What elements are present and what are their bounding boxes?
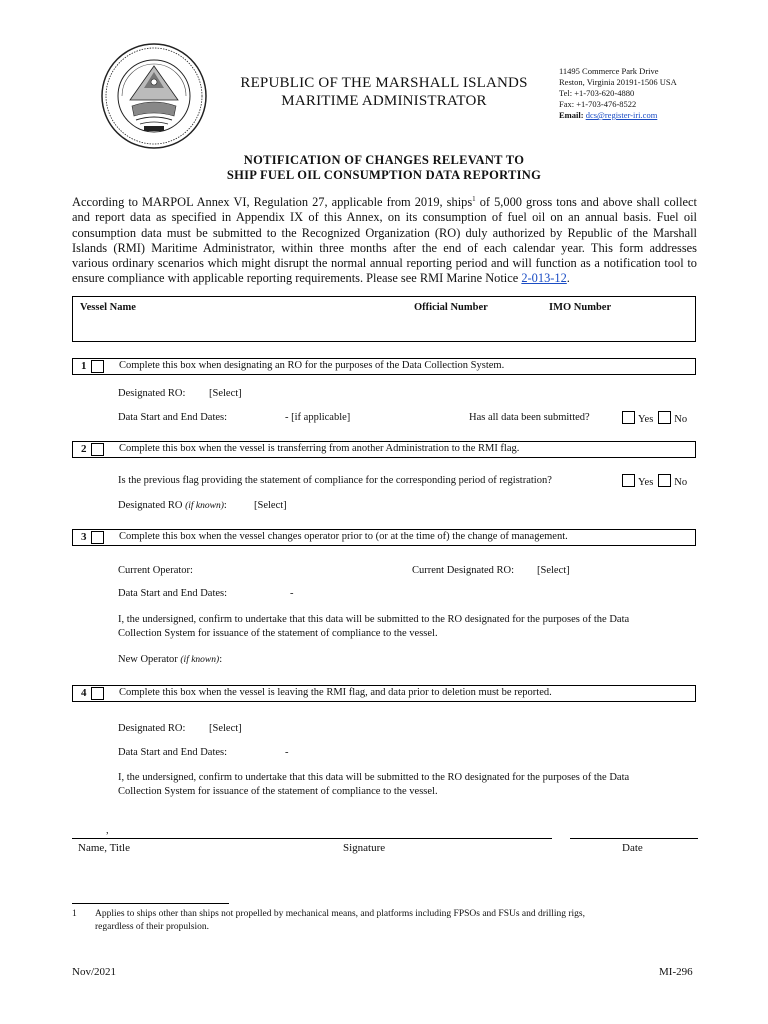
- s3-new-operator-label: New Operator: [118, 654, 178, 665]
- notice-title: [120, 153, 648, 183]
- footer-date: Nov/2021: [72, 966, 116, 978]
- footnote-line1: Applies to ships other than ships not propelled by mechanical means, and platforms including FPSOs and FSUs and drilling rigs,: [95, 909, 585, 919]
- footnote-text: [95, 908, 700, 933]
- s3-new-operator-known: (if known): [180, 655, 220, 665]
- s1-yes-label: Yes: [638, 414, 654, 425]
- section-2-checkbox[interactable]: [91, 443, 104, 456]
- s1-ro-select[interactable]: [Select]: [209, 388, 242, 399]
- s2-no-checkbox[interactable]: [658, 474, 671, 487]
- address-block: [559, 66, 759, 121]
- section-3-heading: Complete this box when the vessel changes operator prior to (or at the time of) the change of management.: [119, 531, 568, 542]
- s3-confirm-line1: I, the undersigned, confirm to undertake that this data will be submitted to the RO designated for the purposes of the Data: [118, 614, 630, 625]
- footer-form-id: MI-296: [659, 966, 693, 978]
- date-line[interactable]: [570, 838, 698, 839]
- s4-ro-label: Designated RO:: [118, 723, 186, 734]
- s1-question: Has all data been submitted?: [469, 412, 590, 423]
- footnote-line2: regardless of their propulsion.: [95, 921, 209, 932]
- s1-no-label: No: [674, 414, 688, 425]
- section-2-number: 2: [81, 443, 87, 455]
- s4-dates-label: Data Start and End Dates:: [118, 747, 228, 758]
- section-1-heading: Complete this box when designating an RO for the purposes of the Data Collection System.: [119, 360, 505, 371]
- section-1-checkbox[interactable]: [91, 360, 104, 373]
- name-comma: ,: [106, 825, 109, 836]
- s2-ro-known: (if known): [185, 501, 224, 511]
- s3-current-ro-select[interactable]: [Select]: [537, 565, 570, 576]
- email-link[interactable]: dcs@register-iri.com: [585, 110, 658, 120]
- s2-yes-checkbox[interactable]: [622, 474, 635, 487]
- s2-ro-select[interactable]: [Select]: [254, 500, 287, 511]
- date-label: Date: [622, 842, 643, 854]
- footnote-ref: 1: [472, 194, 476, 203]
- imo-number-label: IMO Number: [549, 302, 612, 313]
- s1-dates-label: Data Start and End Dates:: [118, 412, 228, 423]
- notice-title-line2: SHIP FUEL OIL CONSUMPTION DATA REPORTING: [226, 168, 542, 182]
- s2-question: Is the previous flag providing the statement of compliance for the corresponding period of registration?: [118, 475, 552, 486]
- fax: Fax: +1-703-476-8522: [559, 99, 637, 109]
- intro-line6: ensure compliance with applicable reporting requirements. Please see RMI Marine Notice: [72, 271, 522, 286]
- name-signature-line[interactable]: [72, 838, 552, 839]
- vessel-info-box[interactable]: [72, 296, 696, 342]
- s3-new-operator: [118, 653, 222, 667]
- intro-line5: various ordinary scenarios which might disrupt the normal annual reporting period and will function as a notification tool to: [72, 256, 697, 271]
- section-3-bar: [72, 529, 696, 546]
- s3-dates-value[interactable]: -: [290, 588, 294, 599]
- section-4-bar: [72, 685, 696, 702]
- s3-current-operator: Current Operator:: [118, 565, 193, 576]
- address-line2: Reston, Virginia 20191-1506 USA: [559, 77, 677, 87]
- intro-line3: consumption data must be submitted to the Recognized Organization (RO) duly authorized by Republic of the Marshall: [72, 225, 697, 240]
- s1-ro-label: Designated RO:: [118, 388, 186, 399]
- intro-paragraph: [72, 195, 697, 287]
- s1-yes-no: [622, 411, 687, 425]
- s4-confirm-line1: I, the undersigned, confirm to undertake that this data will be submitted to the RO designated for the purposes of the Data: [118, 772, 630, 783]
- signature-label: Signature: [343, 842, 386, 854]
- section-2-bar: [72, 441, 696, 458]
- footnote-separator: [72, 903, 229, 904]
- s2-no-label: No: [674, 477, 688, 488]
- section-2-heading: Complete this box when the vessel is transferring from another Administration to the RMI flag.: [119, 443, 520, 454]
- s4-ro-select[interactable]: [Select]: [209, 723, 242, 734]
- email-label: Email:: [559, 110, 584, 120]
- header-title-line1: REPUBLIC OF THE MARSHALL ISLANDS: [240, 75, 528, 91]
- section-4-number: 4: [81, 687, 87, 699]
- s2-ro-label-group: [118, 499, 227, 513]
- s4-confirm-line2: Collection System for issuance of the statement of compliance to the vessel.: [118, 785, 438, 797]
- s2-yes-no: [622, 474, 687, 488]
- intro-line4: Islands (RMI) Maritime Administrator, within three months after the end of each calendar year. This form addresses: [72, 240, 697, 255]
- rmi-seal-logo: [100, 42, 208, 150]
- address-line1: 11495 Commerce Park Drive: [559, 66, 659, 76]
- name-title-label: Name, Title: [78, 842, 130, 854]
- s3-new-operator-colon: :: [219, 654, 223, 665]
- s2-yes-label: Yes: [638, 477, 654, 488]
- section-3-number: 3: [81, 531, 87, 543]
- s2-ro-label: Designated RO: [118, 500, 183, 511]
- marine-notice-link[interactable]: 2-013-12: [521, 271, 567, 286]
- s4-dates-value[interactable]: -: [285, 747, 289, 758]
- section-1-number: 1: [81, 360, 87, 372]
- tel: Tel: +1-703-620-4880: [559, 88, 635, 98]
- s3-confirm-line2: Collection System for issuance of the statement of compliance to the vessel.: [118, 627, 438, 639]
- intro-line1b: of 5,000 gross tons and above shall collect: [475, 195, 697, 209]
- vessel-name-label: Vessel Name: [80, 302, 136, 313]
- section-4-heading: Complete this box when the vessel is leaving the RMI flag, and data prior to deletion must be reported.: [119, 687, 552, 698]
- header-title: [232, 74, 536, 110]
- intro-line2: and report data as specified in Appendix IX of this Annex, on its consumption of fuel oil on an annual basis. Fuel oil: [72, 210, 697, 225]
- section-4-checkbox[interactable]: [91, 687, 104, 700]
- s3-confirm-text: [118, 613, 678, 640]
- s3-current-ro-label: Current Designated RO:: [412, 565, 515, 576]
- official-number-label: Official Number: [414, 302, 488, 313]
- s1-dates-value[interactable]: - [if applicable]: [285, 412, 351, 423]
- header-title-line2: MARITIME ADMINISTRATOR: [281, 93, 487, 109]
- s3-dates-label: Data Start and End Dates:: [118, 588, 228, 599]
- s1-no-checkbox[interactable]: [658, 411, 671, 424]
- intro-line6-end: .: [566, 271, 570, 286]
- s2-ro-colon: :: [223, 500, 227, 511]
- footnote-number: 1: [72, 909, 77, 919]
- s1-yes-checkbox[interactable]: [622, 411, 635, 424]
- notice-title-line1: NOTIFICATION OF CHANGES RELEVANT TO: [243, 153, 525, 167]
- section-1-bar: [72, 358, 696, 375]
- s4-confirm-text: [118, 771, 678, 798]
- intro-line1a: According to MARPOL Annex VI, Regulation 27, applicable from 2019, ships: [72, 195, 473, 209]
- section-3-checkbox[interactable]: [91, 531, 104, 544]
